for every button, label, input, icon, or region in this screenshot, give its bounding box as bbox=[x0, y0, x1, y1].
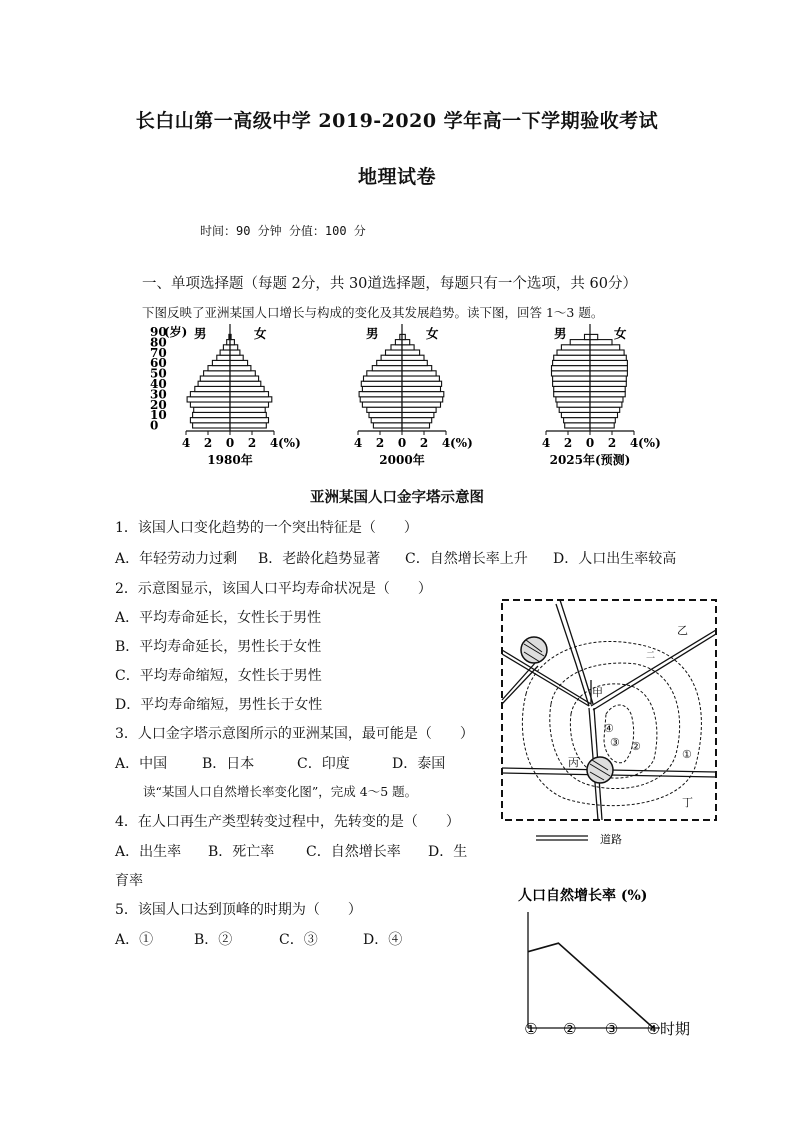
pyramid-age-label: 70 bbox=[150, 345, 167, 360]
pyramid-bar-female bbox=[402, 423, 430, 428]
pyramid-unit-label: (%) bbox=[278, 436, 301, 450]
growth-chart-xlabel: 时期 bbox=[660, 1020, 691, 1038]
pyramid-bar-male bbox=[381, 355, 402, 360]
population-pyramids bbox=[140, 318, 680, 478]
question-5-option-d: D．④ bbox=[363, 932, 403, 948]
map-towns bbox=[521, 637, 613, 783]
question-3-option-d: D．泰国 bbox=[392, 756, 446, 772]
map-label-3: ③ bbox=[610, 736, 620, 749]
question-5-option-b: B．② bbox=[194, 932, 233, 948]
pyramid-bar-male bbox=[187, 397, 230, 402]
growth-chart-tick-label: ③ bbox=[604, 1020, 619, 1038]
pyramid-bar-female bbox=[590, 371, 627, 376]
pyramid-bar-female bbox=[402, 386, 441, 391]
question-3-stem: 3．人口金字塔示意图所示的亚洲某国，最可能是（ ） bbox=[115, 726, 474, 742]
pyramid-bar-male bbox=[386, 350, 403, 355]
pyramid-bar-female bbox=[590, 407, 620, 412]
pyramid-bar-female bbox=[230, 340, 234, 345]
pyramid-age-label: 30 bbox=[150, 387, 167, 402]
pyramid-bar-female bbox=[590, 334, 598, 339]
pyramid-bar-female bbox=[590, 392, 625, 397]
pyramid-tick-label: 2 bbox=[375, 436, 385, 450]
growth-chart-tick-label: ① bbox=[524, 1020, 538, 1038]
pyramid-bar-female bbox=[230, 402, 269, 407]
pyramid-male-label: 男 bbox=[366, 326, 379, 341]
pyramid-bar-female bbox=[590, 340, 612, 345]
pyramid-age-label: 60 bbox=[150, 356, 167, 371]
question-2-option-b: B．平均寿命延长，男性长于女性 bbox=[115, 639, 322, 655]
pyramid-bar-male bbox=[557, 350, 590, 355]
pyramid-bar-female bbox=[590, 397, 623, 402]
map-label-2: ② bbox=[631, 740, 641, 753]
pyramid-tick-label: 2 bbox=[203, 436, 213, 450]
pyramid-bar-female bbox=[402, 350, 420, 355]
pyramid-bar-male bbox=[373, 423, 402, 428]
pyramid-bar-male bbox=[198, 381, 230, 386]
exam-subtitle: 地理试卷 bbox=[357, 166, 436, 188]
question-4-option-d: D．生 bbox=[428, 844, 468, 860]
question-4-option-d-wrap: 育率 bbox=[115, 873, 143, 889]
pyramid-bar-female bbox=[590, 376, 626, 381]
pyramid-bar-female bbox=[402, 340, 410, 345]
pyramid-bar-female bbox=[402, 407, 436, 412]
question-1-option-d: D．人口出生率较高 bbox=[553, 551, 677, 567]
pyramid-bar-male bbox=[371, 418, 402, 423]
pyramid-tick-label: 2 bbox=[563, 436, 573, 450]
pyramid-bar-male bbox=[561, 345, 590, 350]
section-heading: 一、单项选择题（每题 2分，共 30道选择题，每题只有一个选项，共 60分） bbox=[142, 276, 637, 292]
pyramid-bar-male bbox=[193, 423, 230, 428]
question-2-option-a: A．平均寿命延长，女性长于男性 bbox=[115, 610, 322, 626]
pyramid-bar-female bbox=[590, 355, 626, 360]
map-legend bbox=[536, 833, 622, 846]
pyramid-bar-female bbox=[590, 381, 626, 386]
pyramid-bar-female bbox=[590, 366, 627, 371]
pyramid-bar-male bbox=[195, 386, 230, 391]
pyramid-bar-male bbox=[360, 397, 402, 402]
pyramid-bar-female bbox=[230, 360, 248, 365]
pyramid-bar-female bbox=[230, 376, 259, 381]
pyramid-tick-label: 4 bbox=[353, 436, 363, 450]
pyramid-male-label: 男 bbox=[194, 326, 207, 341]
question-4-stem: 4．在人口再生产类型转变过程中，先转变的是（ ） bbox=[115, 814, 460, 830]
pyramid-bar-female bbox=[590, 423, 614, 428]
pyramid-bar-female bbox=[402, 402, 441, 407]
pyramid-bar-male bbox=[395, 340, 402, 345]
pyramid-bar-male bbox=[585, 334, 591, 339]
map-label-blur: 二 bbox=[646, 651, 656, 661]
growth-rate-chart bbox=[510, 882, 710, 1044]
question-3-option-b: B．日本 bbox=[202, 756, 255, 772]
exam-title: 长白山第一高级中学 2019-2020 学年高一下学期验收考试 bbox=[135, 110, 659, 132]
exam-meta: 时间：90 分钟 分值：100 分 bbox=[200, 224, 366, 238]
pyramid-unit-label: (%) bbox=[638, 436, 661, 450]
pyramid-age-label: 0 bbox=[150, 418, 159, 433]
pyramid-2025 bbox=[542, 324, 661, 467]
pyramid-bar-male bbox=[554, 355, 590, 360]
pyramid-tick-label: 2 bbox=[247, 436, 257, 450]
pyramid-bar-female bbox=[402, 392, 444, 397]
pyramid-bar-female bbox=[230, 366, 251, 371]
pyramid-1980 bbox=[150, 324, 301, 467]
pyramid-bar-male bbox=[220, 350, 230, 355]
pyramid-age-label: 40 bbox=[150, 377, 167, 391]
city-map-figure bbox=[496, 594, 726, 854]
pyramid-bar-male bbox=[565, 423, 590, 428]
question-4-option-b: B．死亡率 bbox=[208, 844, 275, 860]
pyramid-bar-female bbox=[402, 360, 427, 365]
pyramid-bar-female bbox=[402, 371, 436, 376]
pyramid-bar-male bbox=[190, 418, 230, 423]
pyramid-bar-male bbox=[217, 355, 230, 360]
pyramid-bar-male bbox=[208, 366, 230, 371]
pyramid-female-label: 女 bbox=[426, 326, 439, 341]
pyramid-bar-male bbox=[190, 392, 230, 397]
pyramid-bar-male bbox=[204, 371, 230, 376]
pyramid-bar-female bbox=[230, 412, 266, 417]
pyramid-tick-label: 2 bbox=[607, 436, 617, 450]
pyramid-bar-male bbox=[361, 381, 402, 386]
pyramid-tick-label: 0 bbox=[585, 436, 595, 450]
map-label-4: ④ bbox=[604, 722, 614, 735]
pyramid-bar-male bbox=[223, 345, 230, 350]
pyramid-bar-female bbox=[590, 412, 618, 417]
pyramid-bar-male bbox=[553, 376, 590, 381]
pyramid-bar-male bbox=[194, 407, 230, 412]
pyramid-bar-male bbox=[364, 376, 403, 381]
legend-road-label: 道路 bbox=[600, 833, 622, 846]
pyramid-age-label: 20 bbox=[150, 397, 167, 412]
pyramid-bar-female bbox=[402, 366, 432, 371]
pyramid-bar-male bbox=[561, 412, 590, 417]
pyramid-bar-male bbox=[369, 412, 402, 417]
pyramid-bar-female bbox=[230, 350, 240, 355]
pyramid-tick-label: 4 bbox=[629, 436, 639, 450]
pyramid-bar-male bbox=[557, 402, 590, 407]
pyramid-bar-male bbox=[193, 412, 230, 417]
pyramid-bar-male bbox=[554, 386, 590, 391]
pyramid-bar-female bbox=[590, 345, 620, 350]
pyramid-bar-male bbox=[553, 360, 590, 365]
pyramid-year-label: 1980年 bbox=[207, 453, 253, 467]
pyramid-bar-male bbox=[359, 392, 402, 397]
pyramid-bar-male bbox=[564, 418, 590, 423]
map-label-bing: 丙 bbox=[568, 756, 579, 769]
question-3-option-c: C．印度 bbox=[297, 756, 350, 772]
pyramid-bar-male bbox=[559, 407, 590, 412]
pyramid-tick-label: 0 bbox=[225, 436, 235, 450]
map-labels bbox=[568, 624, 693, 809]
pyramid-bar-female bbox=[230, 397, 272, 402]
pyramid-year-label: 2000年 bbox=[379, 453, 425, 467]
pyramid-tick-label: 4 bbox=[541, 436, 551, 450]
pyramid-bar-female bbox=[230, 371, 255, 376]
pyramid-bar-female bbox=[230, 381, 261, 386]
pyramid-bar-female bbox=[402, 376, 439, 381]
pyramid-tick-label: 4 bbox=[181, 436, 191, 450]
pyramid-bar-female bbox=[402, 418, 432, 423]
map-label-jia: 甲 bbox=[592, 686, 603, 699]
pyramid-bar-female bbox=[402, 412, 434, 417]
pyramid-age-label: 80 bbox=[150, 335, 167, 350]
pyramid-bar-female bbox=[590, 360, 627, 365]
pyramid-bar-female bbox=[230, 392, 269, 397]
growth-chart-ylabel: 人口自然增长率 (%) bbox=[518, 888, 648, 904]
pyramid-bar-male bbox=[553, 381, 590, 386]
pyramid-bar-male bbox=[212, 360, 230, 365]
pyramid-bar-male bbox=[200, 376, 230, 381]
question-2-option-d: D．平均寿命缩短，男性长于女性 bbox=[115, 697, 323, 713]
growth-rate-line bbox=[528, 943, 653, 1028]
question-5-option-c: C．③ bbox=[279, 932, 318, 948]
pyramid-bar-female bbox=[590, 350, 624, 355]
pyramid-bar-male bbox=[552, 371, 591, 376]
pyramid-bar-male bbox=[552, 366, 591, 371]
pyramid-2000 bbox=[354, 324, 473, 467]
pyramid-bar-female bbox=[402, 355, 424, 360]
question-4-option-a: A．出生率 bbox=[115, 844, 182, 860]
pyramid-bar-female bbox=[230, 423, 266, 428]
question-1-option-a: A．年轻劳动力过剩 bbox=[115, 551, 238, 567]
question-1-option-c: C．自然增长率上升 bbox=[405, 551, 528, 567]
pyramid-tick-label: 4 bbox=[269, 436, 279, 450]
question-5-option-a: A．① bbox=[115, 932, 154, 948]
pyramid-bar-female bbox=[230, 418, 269, 423]
pyramid-tick-label: 2 bbox=[419, 436, 429, 450]
pyramid-age-unit: (岁) bbox=[164, 325, 188, 339]
pyramid-bar-male bbox=[377, 360, 402, 365]
pyramid-age-label: 10 bbox=[150, 408, 167, 423]
growth-chart-ticks bbox=[524, 1020, 660, 1038]
pyramid-bar-male bbox=[372, 366, 402, 371]
pyramid-bar-female bbox=[230, 407, 265, 412]
map-label-ding: 丁 bbox=[682, 796, 693, 809]
pyramid-bar-female bbox=[230, 355, 243, 360]
question-5-stem: 5．该国人口达到顶峰的时期为（ ） bbox=[115, 902, 362, 918]
map-label-yi: 乙 bbox=[677, 624, 688, 637]
pyramid-bar-male bbox=[367, 407, 402, 412]
question-4-option-c: C．自然增长率 bbox=[306, 844, 401, 860]
growth-chart-tick-label: ② bbox=[563, 1020, 577, 1038]
pyramid-caption: 亚洲某国人口金字塔示意图 bbox=[310, 489, 484, 506]
pyramid-bar-female bbox=[590, 386, 625, 391]
pyramid-tick-label: 4 bbox=[441, 436, 451, 450]
pyramid-bar-female bbox=[590, 402, 622, 407]
pyramid-bar-female bbox=[230, 386, 264, 391]
question-1-stem: 1．该国人口变化趋势的一个突出特征是（ ） bbox=[115, 520, 418, 536]
pyramid-unit-label: (%) bbox=[450, 436, 473, 450]
pyramid-bar-male bbox=[362, 386, 402, 391]
question-2-stem: 2．示意图显示，该国人口平均寿命状况是（ ） bbox=[115, 581, 432, 597]
pyramid-bar-male bbox=[556, 397, 590, 402]
pyramid-bar-male bbox=[362, 402, 402, 407]
pyramid-bar-male bbox=[190, 402, 230, 407]
pyramid-bar-female bbox=[590, 418, 615, 423]
pyramid-tick-label: 0 bbox=[397, 436, 407, 450]
pyramid-bar-male bbox=[570, 340, 590, 345]
pyramid-male-label: 男 bbox=[554, 326, 567, 341]
map-label-1: ① bbox=[682, 748, 692, 761]
pyramid-female-label: 女 bbox=[254, 326, 267, 341]
pyramid-female-label: 女 bbox=[614, 326, 627, 341]
intro-4-5: 读“某国人口自然增长率变化图”，完成 4～5 题。 bbox=[143, 784, 418, 799]
pyramid-bar-male bbox=[391, 345, 402, 350]
pyramid-bar-male bbox=[554, 392, 590, 397]
pyramid-bar-female bbox=[402, 345, 414, 350]
pyramid-bar-female bbox=[402, 397, 443, 402]
intro-1-3: 下图反映了亚洲某国人口增长与构成的变化及其发展趋势。读下图，回答 1～3 题。 bbox=[142, 305, 604, 320]
pyramid-bar-female bbox=[402, 381, 442, 386]
pyramid-year-label: 2025年(预测) bbox=[549, 453, 631, 467]
question-1-option-b: B．老龄化趋势显著 bbox=[258, 551, 381, 567]
pyramid-bar-female bbox=[230, 345, 238, 350]
pyramid-bar-male bbox=[367, 371, 402, 376]
question-3-option-a: A．中国 bbox=[115, 756, 168, 772]
pyramid-age-label: 90 bbox=[150, 325, 167, 339]
growth-chart-tick-label: ④ bbox=[646, 1020, 661, 1038]
question-2-option-c: C．平均寿命缩短，女性长于男性 bbox=[115, 668, 322, 684]
pyramid-age-label: 50 bbox=[150, 366, 167, 381]
